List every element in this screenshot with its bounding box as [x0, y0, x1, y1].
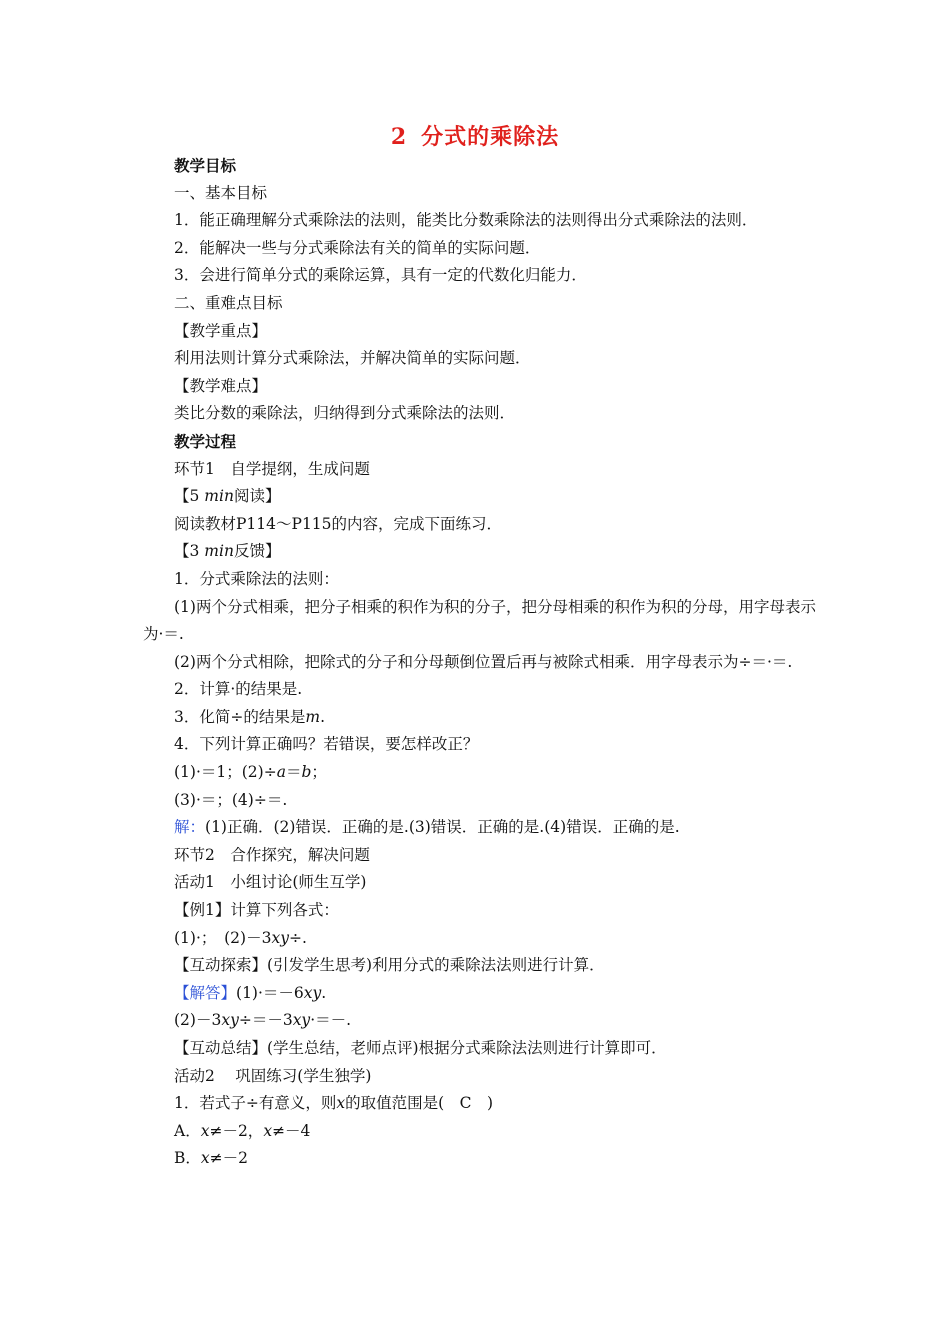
text-run: ÷.: [288, 928, 307, 947]
title-number: 2: [390, 124, 408, 150]
paragraph: [143, 1007, 823, 1035]
bracket-heading: 【教学重点】: [174, 321, 268, 340]
text-run: (2)－3: [174, 1011, 222, 1030]
math-variable: x: [263, 1121, 273, 1140]
paragraph: 1．分式乘除法的法则：: [174, 569, 339, 588]
math-variable: xy: [303, 983, 322, 1002]
paragraph: (3)·＝；(4)÷＝.: [174, 790, 288, 809]
paragraph: 2．计算·的结果是.: [174, 680, 303, 699]
text-run: ＝: [285, 763, 302, 782]
page-title: [0, 120, 950, 151]
answer-line: [143, 980, 823, 1008]
example-heading: 【例1】计算下列各式：: [174, 901, 339, 920]
text-run: ≠－2: [209, 1149, 248, 1168]
text-run: ；: [311, 763, 327, 782]
math-variable: xy: [271, 928, 289, 947]
paragraph: [143, 759, 823, 787]
step-heading: 环节1 自学提纲，生成问题: [174, 459, 370, 478]
math-variable: a: [276, 763, 286, 782]
paragraph: 3．会进行简单分式的乘除运算，具有一定的代数化归能力．: [174, 266, 587, 285]
paragraph: 【互动探索】(引发学生思考)利用分式的乘除法法则进行计算．: [174, 956, 605, 975]
math-variable: x: [200, 1149, 210, 1168]
question: [143, 1090, 823, 1118]
text-run: (1)·； (2)－3: [174, 928, 272, 947]
wrapped-paragraph: (1)两个分式相乘，把分子相乘的积作为积的分子，把分母相乘的积作为积的分母，用字母表示为·＝.: [143, 597, 816, 644]
math-variable: x: [200, 1121, 210, 1140]
text-run: 3．化简÷的结果是: [174, 707, 306, 726]
bracket-heading: 【教学难点】: [174, 376, 268, 395]
activity-heading: 活动1 小组讨论(师生互学): [174, 873, 367, 892]
activity-heading: 活动2 巩固练习(学生独学): [174, 1066, 372, 1085]
paragraph: [143, 925, 823, 953]
text-run: 1．若式子÷有意义，则: [174, 1094, 337, 1113]
answer-label: 解：: [174, 818, 206, 837]
bracket-heading: [143, 538, 823, 566]
math-variable: m: [305, 707, 321, 726]
text-run: 反馈】: [233, 542, 281, 561]
text-run: ÷＝－3: [238, 1011, 293, 1030]
text-run: ·＝－.: [310, 1011, 352, 1030]
italic-unit: min: [204, 487, 234, 506]
text-run: 【5: [174, 487, 205, 506]
text-run: ≠－2，: [209, 1121, 264, 1140]
text-run: .: [321, 983, 327, 1002]
math-variable: x: [336, 1094, 346, 1113]
paragraph: 1．能正确理解分式乘除法的法则，能类比分数乘除法的法则得出分式乘除法的法则．: [174, 211, 758, 230]
section-heading: 教学目标: [174, 156, 237, 175]
math-variable: b: [301, 763, 312, 782]
paragraph: [143, 704, 823, 732]
bracket-heading: [143, 483, 823, 511]
paragraph: 阅读教材P114～P115的内容，完成下面练习．: [174, 514, 503, 533]
text-run: B．: [174, 1149, 201, 1168]
text-run: (1)·＝－6: [236, 983, 304, 1002]
option-b: [143, 1145, 823, 1173]
paragraph: 2．能解决一些与分式乘除法有关的简单的实际问题．: [174, 238, 541, 257]
text-run: 的取值范围是( C ): [345, 1094, 494, 1113]
subheading: 一、基本目标: [174, 183, 268, 202]
section-heading: 教学过程: [174, 431, 237, 451]
text-run: 【3: [174, 542, 205, 561]
wrapped-paragraph: (2)两个分式相除，把除式的分子和分母颠倒位置后再与被除式相乘．用字母表示为÷＝·＝.: [174, 652, 793, 671]
document-body: [143, 152, 823, 1173]
text-run: ≠－4: [272, 1121, 311, 1140]
italic-unit: min: [204, 542, 234, 561]
subheading: 二、重难点目标: [174, 293, 283, 312]
paragraph: 4．下列计算正确吗？若错误，要怎样改正？: [174, 735, 479, 754]
paragraph: 【互动总结】(学生总结，老师点评)根据分式乘除法法则进行计算即可．: [174, 1039, 667, 1057]
title-text: 分式的乘除法: [421, 124, 560, 150]
math-variable: xy: [221, 1011, 239, 1030]
answer-label: 【解答】: [174, 983, 237, 1002]
text-run: .: [320, 707, 325, 726]
text-run: 阅读】: [233, 487, 281, 506]
option-a: [143, 1118, 823, 1146]
text-run: (1)·＝1；(2)÷: [174, 763, 277, 782]
paragraph: 类比分数的乘除法，归纳得到分式乘除法的法则．: [174, 404, 516, 423]
text-run: (1)正确．(2)错误．正确的是.(3)错误．正确的是.(4)错误．正确的是.: [205, 818, 680, 837]
answer-line: [143, 814, 823, 842]
text-run: A．: [174, 1121, 201, 1140]
math-variable: xy: [292, 1011, 311, 1030]
paragraph: 利用法则计算分式乘除法，并解决简单的实际问题．: [174, 349, 531, 368]
step-heading: 环节2 合作探究，解决问题: [174, 845, 370, 864]
